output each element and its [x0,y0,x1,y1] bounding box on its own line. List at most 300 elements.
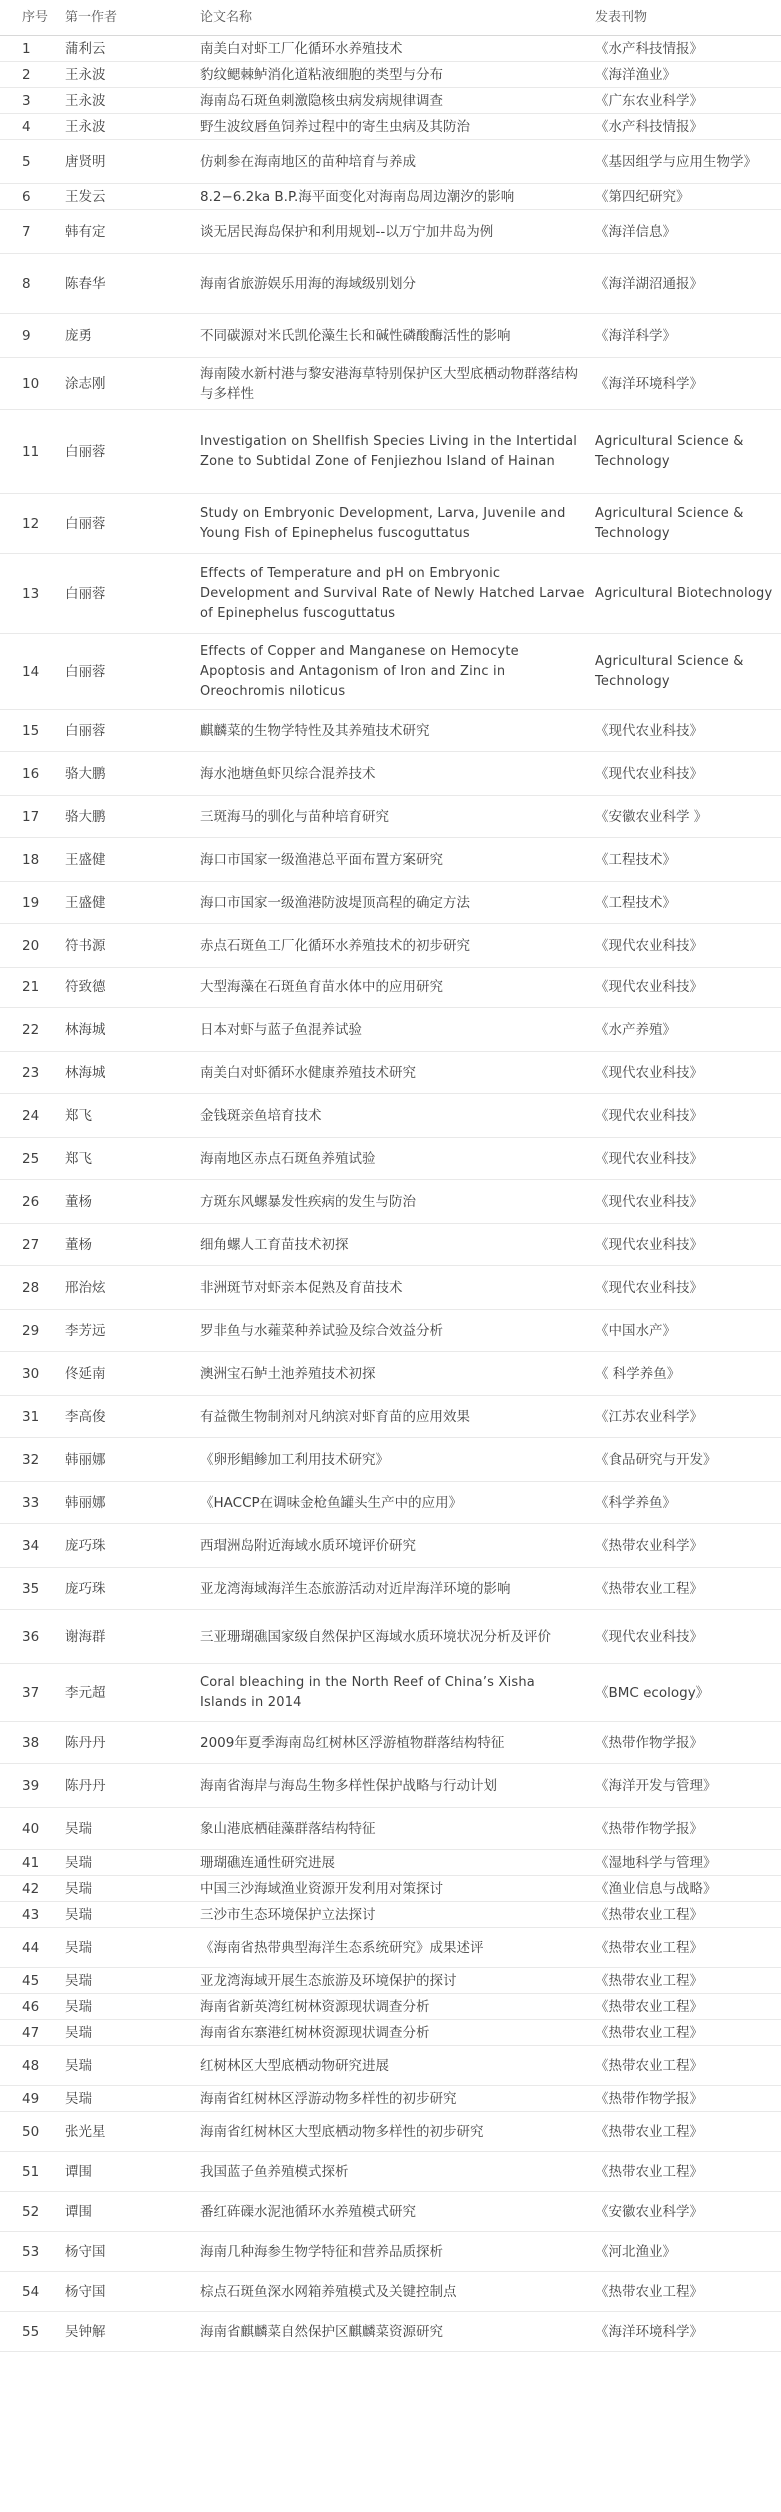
row-number [22,184,60,209]
paper-title [200,1138,585,1179]
table-row [0,1052,781,1094]
first-author-text: 韩丽娜 [65,1494,106,1511]
paper-title-text: 《HACCP在调味金枪鱼罐头生产中的应用》 [200,1494,463,1511]
first-author [65,1764,185,1807]
journal-name-text: 《现代农业科技》 [595,722,703,739]
row-number-text: 4 [22,118,31,135]
row-number-text: 40 [22,1820,40,1837]
first-author-text: 谭围 [65,2203,92,2220]
table-row [0,1928,781,1968]
paper-title-text: 棕点石斑鱼深水网箱养殖模式及关键控制点 [200,2283,457,2300]
row-number-text: 29 [22,1322,40,1339]
first-author-text: 符致德 [65,978,106,995]
row-number-text: 21 [22,978,40,995]
journal-name-text: 《安徽农业科学》 [595,2203,703,2220]
table-row [0,2086,781,2112]
journal-name-text: 《 科学养鱼》 [595,1365,681,1382]
row-number-text: 3 [22,92,31,109]
table-row [0,554,781,634]
row-number [22,1438,60,1481]
paper-title [200,1568,585,1609]
first-author-text: 陈丹丹 [65,1734,106,1751]
first-author [65,1052,185,1093]
row-number [22,254,60,313]
row-number [22,2232,60,2271]
table-row [0,2046,781,2086]
table-row [0,882,781,924]
row-number-text: 12 [22,515,40,532]
first-author [65,1664,185,1721]
paper-title [200,358,585,409]
journal-name [595,2152,781,2191]
first-author [65,1008,185,1051]
journal-name-text: 《现代农业科技》 [595,1628,703,1645]
row-number [22,36,60,61]
row-number [22,1968,60,1993]
paper-title [200,1610,585,1663]
paper-title [200,1876,585,1901]
first-author [65,314,185,357]
journal-name-text: 《中国水产》 [595,1322,676,1339]
paper-title [200,966,585,1007]
row-number [22,1524,60,1567]
paper-title [200,1008,585,1051]
first-author-text: 骆大鹏 [65,808,106,825]
paper-title-text: 亚龙湾海域海洋生态旅游活动对近岸海洋环境的影响 [200,1580,511,1597]
first-author [65,966,185,1007]
first-author-text: 庞巧珠 [65,1580,106,1597]
first-author-text: 骆大鹏 [65,765,106,782]
row-number [22,2020,60,2045]
first-author-text: 郑飞 [65,1107,92,1124]
paper-title [200,1352,585,1395]
first-author [65,36,185,61]
first-author-text: 王盛健 [65,894,106,911]
table-row [0,1180,781,1224]
row-number-text: 49 [22,2090,40,2107]
journal-name [595,1266,781,1309]
row-number-text: 55 [22,2323,40,2340]
journal-name-text: 《热带农业工程》 [595,1972,703,1989]
journal-name-text: 《现代农业科技》 [595,765,703,782]
row-number [22,1764,60,1807]
paper-title-text: 中国三沙海域渔业资源开发利用对策探讨 [200,1880,443,1897]
journal-name-text: 《热带农业工程》 [595,2283,703,2300]
first-author-text: 唐贤明 [65,153,106,170]
first-author [65,1396,185,1437]
journal-name [595,1568,781,1609]
row-number-text: 17 [22,808,40,825]
journal-name [595,1850,781,1875]
first-author-text: 陈春华 [65,275,106,292]
row-number-text: 41 [22,1854,40,1871]
paper-title [200,2192,585,2231]
row-number-text: 13 [22,585,40,602]
first-author [65,1610,185,1663]
paper-title [200,882,585,923]
table-header [0,0,781,36]
journal-name [595,1008,781,1051]
first-author-text: 韩有定 [65,223,106,240]
paper-title-text: 三沙市生态环境保护立法探讨 [200,1906,376,1923]
first-author [65,1808,185,1849]
journal-name [595,1438,781,1481]
paper-title-text: 我国蓝子鱼养殖模式探析 [200,2163,349,2180]
paper-title [200,36,585,61]
first-author-text: 王永波 [65,66,106,83]
row-number [22,1808,60,1849]
paper-title [200,2152,585,2191]
paper-title [200,752,585,795]
journal-name-text: 《水产科技情报》 [595,40,703,57]
row-number-text: 6 [22,188,31,205]
row-number [22,2112,60,2151]
first-author-text: 白丽蓉 [65,515,106,532]
first-author-text: 谭围 [65,2163,92,2180]
row-number [22,358,60,409]
table-row [0,2020,781,2046]
row-number [22,634,60,709]
row-number [22,314,60,357]
row-number [22,838,60,881]
first-author [65,2312,185,2351]
row-number [22,494,60,553]
row-number-text: 37 [22,1684,40,1701]
first-author-text: 吴瑞 [65,2057,92,2074]
row-number-text: 39 [22,1777,40,1794]
journal-name-text: 《工程技术》 [595,894,676,911]
journal-name-text: 《科学养鱼》 [595,1494,676,1511]
journal-name [595,1094,781,1137]
table-row [0,62,781,88]
row-number [22,140,60,183]
table-row [0,1094,781,1138]
journal-name [595,1352,781,1395]
first-author [65,1352,185,1395]
table-row [0,1610,781,1664]
journal-name [595,1994,781,2019]
first-author [65,1568,185,1609]
row-number [22,1138,60,1179]
row-number [22,752,60,795]
journal-name-text: 《热带农业工程》 [595,2163,703,2180]
row-number-text: 26 [22,1193,40,1210]
table-row [0,1396,781,1438]
journal-name-text: 《现代农业科技》 [595,1064,703,1081]
table-row [0,1664,781,1722]
row-number-text: 38 [22,1734,40,1751]
first-author [65,1928,185,1967]
first-author [65,2112,185,2151]
first-author [65,1266,185,1309]
row-number-text: 1 [22,40,31,57]
paper-title [200,410,585,493]
first-author [65,752,185,795]
row-number-text: 54 [22,2283,40,2300]
journal-name [595,882,781,923]
table-row [0,2112,781,2152]
journal-name [595,410,781,493]
row-number [22,1052,60,1093]
paper-title-text: 方斑东风螺暴发性疾病的发生与防治 [200,1193,416,1210]
first-author [65,1310,185,1351]
first-author [65,140,185,183]
first-author [65,1482,185,1523]
first-author [65,62,185,87]
header-author [65,0,185,35]
journal-name-text: 《热带农业工程》 [595,1906,703,1923]
first-author [65,2046,185,2085]
first-author-text: 王永波 [65,118,106,135]
journal-name [595,634,781,709]
journal-name [595,1138,781,1179]
paper-title [200,1994,585,2019]
paper-title [200,1808,585,1849]
journal-name [595,494,781,553]
row-number [22,2272,60,2311]
table-row [0,1902,781,1928]
journal-name-text: Agricultural Science & Technology [595,653,744,689]
table-row [0,924,781,968]
paper-title [200,494,585,553]
journal-name-text: 《热带农业工程》 [595,2024,703,2041]
row-number [22,1850,60,1875]
row-number [22,1352,60,1395]
first-author-text: 韩丽娜 [65,1451,106,1468]
table-row [0,1310,781,1352]
paper-title-text: Effects of Copper and Manganese on Hemocyte Apoptosis and Antagonism of Iron and Zinc in Oreochromis niloticus [200,643,519,699]
row-number-text: 34 [22,1537,40,1554]
paper-title [200,2112,585,2151]
paper-title-text: 南美白对虾工厂化循环水养殖技术 [200,40,403,57]
row-number [22,1180,60,1223]
table-row [0,2232,781,2272]
row-number-text: 11 [22,443,40,460]
table-row [0,1438,781,1482]
paper-title [200,1902,585,1927]
table-row [0,254,781,314]
paper-title [200,1396,585,1437]
table-row [0,838,781,882]
first-author [65,184,185,209]
first-author-text: 吴瑞 [65,1820,92,1837]
table-row [0,314,781,358]
row-number-text: 2 [22,66,31,83]
journal-name-text: 《江苏农业科学》 [595,1408,703,1425]
paper-title-text: Coral bleaching in the North Reef of China’s Xisha Islands in 2014 [200,1674,535,1710]
first-author-text: 吴钟解 [65,2323,106,2340]
journal-name [595,62,781,87]
paper-title [200,1764,585,1807]
journal-name [595,1310,781,1351]
first-author [65,254,185,313]
table-row [0,1994,781,2020]
table-row [0,1138,781,1180]
table-row [0,796,781,838]
journal-name [595,1722,781,1763]
journal-name-text: 《热带作物学报》 [595,2090,703,2107]
journal-name-text: 《热带农业工程》 [595,1998,703,2015]
first-author [65,410,185,493]
paper-title-text: 亚龙湾海域开展生态旅游及环境保护的探讨 [200,1972,457,1989]
table-row [0,710,781,752]
table-row [0,966,781,1008]
first-author-text: 王永波 [65,92,106,109]
table-row [0,634,781,710]
paper-title-text: 8.2−6.2ka B.P.海平面变化对海南岛周边潮汐的影响 [200,188,515,205]
paper-title [200,1664,585,1721]
row-number-text: 45 [22,1972,40,1989]
paper-title [200,88,585,113]
journal-name-text: 《基因组学与应用生物学》 [595,153,757,170]
first-author [65,1876,185,1901]
paper-title-text: Investigation on Shellfish Species Living in the Intertidal Zone to Subtidal Zone of Fenjiezhou Island of Hainan [200,433,578,469]
journal-name-text: 《BMC ecology》 [595,1684,710,1701]
first-author [65,2232,185,2271]
paper-title-text: 豹纹鳃棘鲈消化道粘液细胞的类型与分布 [200,66,443,83]
table-row [0,140,781,184]
first-author [65,1094,185,1137]
paper-title-text: 不同碳源对米氏凯伦藻生长和碱性磷酸酶活性的影响 [200,327,511,344]
first-author-text: 董杨 [65,1193,92,1210]
row-number-text: 16 [22,765,40,782]
paper-title-text: 红树林区大型底栖动物研究进展 [200,2057,389,2074]
row-number [22,1266,60,1309]
paper-title [200,254,585,313]
first-author-text: 杨守国 [65,2243,106,2260]
first-author-text: 谢海群 [65,1628,106,1645]
first-author-text: 涂志刚 [65,375,106,392]
row-number-text: 32 [22,1451,40,1468]
row-number-text: 23 [22,1064,40,1081]
journal-name-text: 《水产养殖》 [595,1021,676,1038]
first-author [65,1224,185,1265]
first-author [65,838,185,881]
table-row [0,2272,781,2312]
row-number [22,1902,60,1927]
first-author-text: 李高俊 [65,1408,106,1425]
paper-title-text: 有益微生物制剂对凡纳滨对虾育苗的应用效果 [200,1408,470,1425]
first-author [65,924,185,967]
paper-title [200,2312,585,2351]
journal-name [595,1524,781,1567]
row-number [22,554,60,633]
paper-title [200,1438,585,1481]
row-number-text: 10 [22,375,40,392]
first-author [65,2272,185,2311]
journal-name [595,210,781,253]
first-author-text: 邢治炫 [65,1279,106,1296]
paper-title-text: 澳洲宝石鲈土池养殖技术初探 [200,1365,376,1382]
paper-title-text: 三斑海马的驯化与苗种培育研究 [200,808,389,825]
journal-name-text: 《水产科技情报》 [595,118,703,135]
journal-name-text: 《河北渔业》 [595,2243,676,2260]
table-row [0,1850,781,1876]
table-row [0,184,781,210]
table-row [0,1722,781,1764]
first-author [65,2086,185,2111]
journal-name [595,2086,781,2111]
table-row [0,210,781,254]
paper-title-text: 珊瑚礁连通性研究进展 [200,1854,335,1871]
row-number-text: 50 [22,2123,40,2140]
journal-name-text: 《热带农业工程》 [595,2057,703,2074]
journal-name-text: 《湿地科学与管理》 [595,1854,717,1871]
paper-title [200,838,585,881]
first-author-text: 杨守国 [65,2283,106,2300]
paper-title [200,62,585,87]
table-row [0,114,781,140]
first-author-text: 庞勇 [65,327,92,344]
journal-name [595,1764,781,1807]
journal-name-text: 《海洋渔业》 [595,66,676,83]
first-author-text: 庞巧珠 [65,1537,106,1554]
journal-name [595,966,781,1007]
first-author-text: 符书源 [65,937,106,954]
row-number [22,62,60,87]
first-author [65,882,185,923]
row-number [22,1610,60,1663]
journal-name [595,554,781,633]
row-number-text: 24 [22,1107,40,1124]
journal-name-text: 《热带作物学报》 [595,1734,703,1751]
paper-title [200,554,585,633]
row-number [22,2086,60,2111]
row-number-text: 19 [22,894,40,911]
journal-name [595,1396,781,1437]
paper-title-text: 《卵形鲳鲹加工利用技术研究》 [200,1451,389,1468]
first-author-text: 佟延南 [65,1365,106,1382]
journal-name [595,1482,781,1523]
paper-title-text: 谈无居民海岛保护和利用规划--以万宁加井岛为例 [200,223,494,240]
paper-title [200,1850,585,1875]
paper-title [200,114,585,139]
header-title-text: 论文名称 [200,9,253,25]
journal-name-text: 《海洋信息》 [595,223,676,240]
journal-name-text: 《海洋科学》 [595,327,676,344]
first-author [65,2192,185,2231]
first-author-text: 白丽蓉 [65,663,106,680]
paper-title-text: 海南陵水新村港与黎安港海草特别保护区大型底栖动物群落结构与多样性 [200,365,578,402]
journal-name [595,1610,781,1663]
first-author-text: 李芳远 [65,1322,106,1339]
first-author-text: 吴瑞 [65,1906,92,1923]
journal-name [595,1928,781,1967]
paper-title-text: 三亚珊瑚礁国家级自然保护区海域水质环境状况分析及评价 [200,1628,551,1645]
table-row [0,494,781,554]
paper-title [200,2272,585,2311]
table-row [0,358,781,410]
row-number [22,966,60,1007]
paper-title [200,210,585,253]
journal-name-text: 《渔业信息与战略》 [595,1880,717,1897]
row-number [22,1876,60,1901]
row-number [22,1664,60,1721]
table-row [0,1224,781,1266]
table-row [0,752,781,796]
header-journal [595,0,781,35]
paper-title [200,2086,585,2111]
row-number-text: 5 [22,153,31,170]
header-journal-text: 发表刊物 [595,9,648,25]
journal-name-text: 《热带作物学报》 [595,1820,703,1837]
first-author-text: 吴瑞 [65,1880,92,1897]
table-row [0,1482,781,1524]
first-author-text: 蒲利云 [65,40,106,57]
first-author [65,1438,185,1481]
first-author-text: 董杨 [65,1236,92,1253]
row-number [22,924,60,967]
